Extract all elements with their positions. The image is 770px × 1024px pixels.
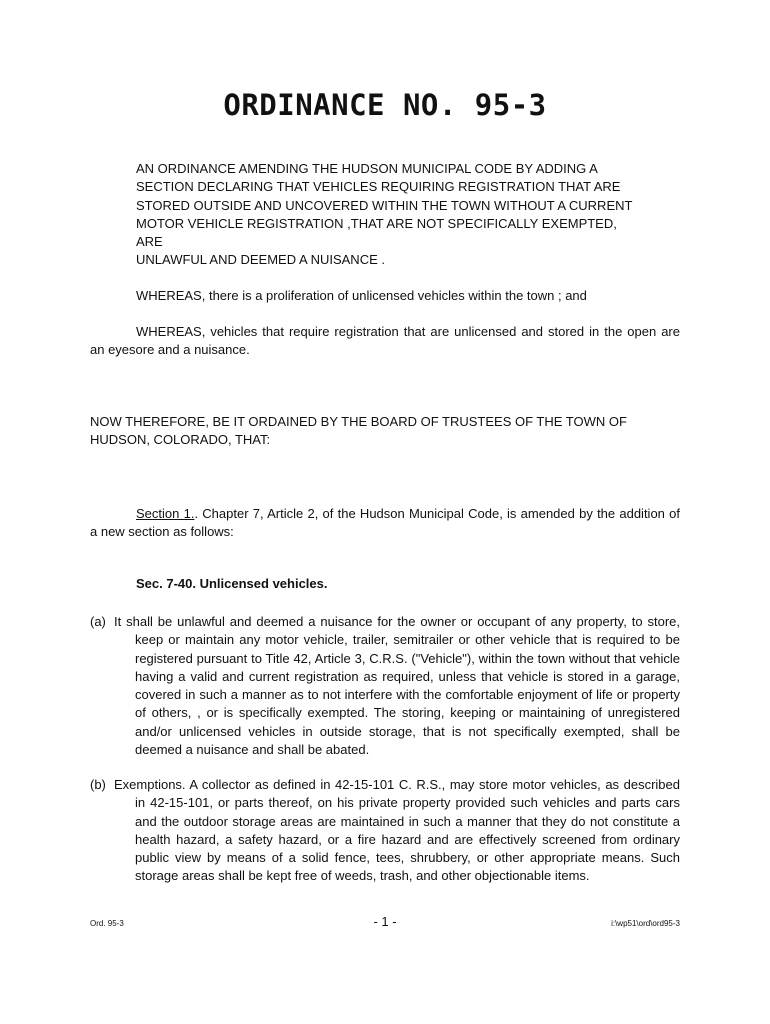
page-title: ORDINANCE NO. 95-3: [223, 88, 547, 122]
section-1-paragraph: [90, 505, 680, 542]
preamble-line: AN ORDINANCE AMENDING THE HUDSON MUNICIPAL CODE BY ADDING A: [136, 161, 598, 176]
section-1-label: Section 1.: [136, 506, 195, 521]
whereas-clause-2: WHEREAS, vehicles that require registration that are unlicensed and stored in the open are an eyesore and a nuisance.: [90, 324, 680, 358]
subsection-marker: (a): [90, 614, 106, 629]
subsection-a: [90, 613, 680, 759]
subsection-b: [90, 776, 680, 886]
subsection-marker: (b): [90, 777, 106, 792]
preamble-line: SECTION DECLARING THAT VEHICLES REQUIRING REGISTRATION THAT ARE: [136, 179, 621, 195]
enacting-clause: NOW THEREFORE, BE IT ORDAINED BY THE BOARD OF TRUSTEES OF THE TOWN OF HUDSON, COLORADO, THAT:: [90, 414, 627, 448]
ordinance-preamble: [136, 160, 635, 270]
subsection-a-text: It shall be unlawful and deemed a nuisance for the owner or occupant of any property, to store, keep or maintain any motor vehicle, trailer, semitrailer or other vehicle that is required to be registered pursuant to Title 42, Article 3, C.R.S. ("Vehicle"), within the town without that vehicle having a valid and current registration as required, unless that vehicle is stored in a garage, covered in such a manner as to not interfere with the comfortable enjoyment of life or property of others, , or is specifically exempted. The storing, keeping or maintaining of unregistered and/or unlicensed vehicles in outside storage, that is not specifically exempted, shall be deemed a nuisance and shall be abated.: [114, 614, 680, 758]
whereas-clause-1: WHEREAS, there is a proliferation of unlicensed vehicles within the town ; and: [136, 288, 587, 303]
footer-page-number: - 1 -: [373, 914, 397, 929]
section-1-text: . Chapter 7, Article 2, of the Hudson Municipal Code, is amended by the addition of a new section as follows:: [90, 506, 680, 540]
footer-file-path: i:\wp51\ord\ord95-3: [611, 919, 680, 928]
preamble-line: UNLAWFUL AND DEEMED A NUISANCE .: [136, 252, 385, 268]
preamble-line: MOTOR VEHICLE REGISTRATION ,THAT ARE NOT SPECIFICALLY EXEMPTED, ARE: [136, 215, 617, 250]
subsection-b-text: Exemptions. A collector as defined in 42-15-101 C. R.S., may store motor vehicles, as described in 42-15-101, or parts thereof, on his private property provided such vehicles and parts cars and the outdoor storage areas are maintained in such a manner that they do not constitute a health hazard, a safety hazard, or a fire hazard and are effectively screened from ordinary public view by means of a solid fence, tees, shrubbery, or other appropriate means. Such storage areas shall be kept free of weeds, trash, and other objectionable items.: [114, 777, 680, 884]
preamble-line: STORED OUTSIDE AND UNCOVERED WITHIN THE TOWN WITHOUT A CURRENT: [136, 197, 633, 213]
section-heading: Sec. 7-40. Unlicensed vehicles.: [136, 576, 328, 591]
footer-document-id: Ord. 95-3: [90, 919, 124, 928]
